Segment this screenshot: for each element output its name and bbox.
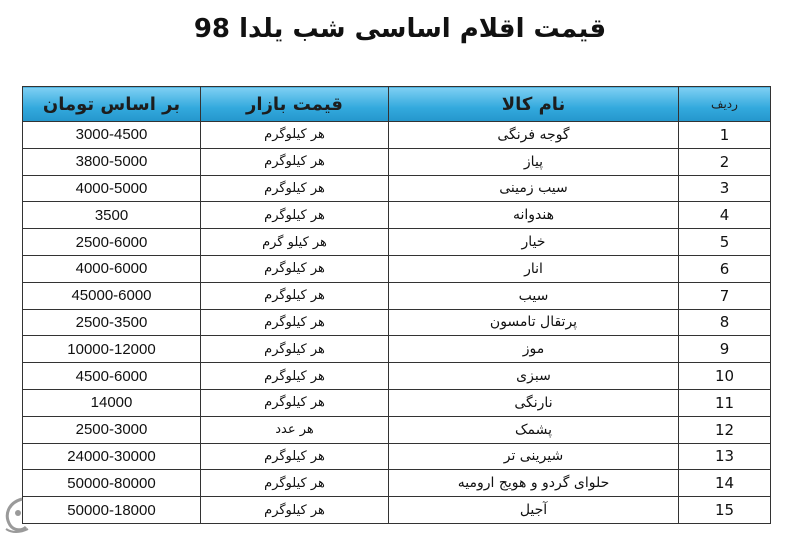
price-cell: 4000-6000: [23, 255, 201, 282]
price-cell: 2500-3500: [23, 309, 201, 336]
price-table: [22, 86, 771, 524]
item-name-cell: نارنگی: [389, 389, 679, 416]
row-number-cell: 12: [679, 416, 771, 443]
unit-cell: هر کیلوگرم: [201, 148, 389, 175]
item-name-cell: پیاز: [389, 148, 679, 175]
unit-cell: هر کیلوگرم: [201, 336, 389, 363]
row-number-cell: 13: [679, 443, 771, 470]
item-name-cell: سیب: [389, 282, 679, 309]
price-cell: 24000-30000: [23, 443, 201, 470]
unit-cell: هر کیلوگرم: [201, 175, 389, 202]
unit-cell: هر کیلوگرم: [201, 255, 389, 282]
unit-cell: هر کیلوگرم: [201, 497, 389, 524]
item-name-cell: پرتقال تامسون: [389, 309, 679, 336]
row-number-cell: 10: [679, 363, 771, 390]
header-row-number: ردیف: [679, 87, 771, 122]
price-cell: 3000-4500: [23, 122, 201, 149]
header-price-toman: بر اساس تومان: [23, 87, 201, 122]
item-name-cell: سیب زمینی: [389, 175, 679, 202]
row-number-cell: 15: [679, 497, 771, 524]
table-body: [23, 122, 771, 524]
watermark-logo-icon: [0, 495, 30, 535]
row-number-cell: 5: [679, 229, 771, 256]
table-row: [23, 497, 771, 524]
unit-cell: هر کیلوگرم: [201, 309, 389, 336]
row-number-cell: 7: [679, 282, 771, 309]
table-row: [23, 336, 771, 363]
unit-cell: هر کیلوگرم: [201, 282, 389, 309]
header-market-price: قیمت بازار: [201, 87, 389, 122]
row-number-cell: 8: [679, 309, 771, 336]
unit-cell: هر کیلوگرم: [201, 363, 389, 390]
item-name-cell: پشمک: [389, 416, 679, 443]
row-number-cell: 6: [679, 255, 771, 282]
price-cell: 50000-18000: [23, 497, 201, 524]
table-row: [23, 443, 771, 470]
table-row: [23, 148, 771, 175]
item-name-cell: حلوای گردو و هویج ارومیه: [389, 470, 679, 497]
row-number-cell: 3: [679, 175, 771, 202]
table-row: [23, 363, 771, 390]
item-name-cell: هندوانه: [389, 202, 679, 229]
table-row: [23, 282, 771, 309]
price-cell: 4000-5000: [23, 175, 201, 202]
item-name-cell: شیرینی تر: [389, 443, 679, 470]
table-row: [23, 309, 771, 336]
row-number-cell: 2: [679, 148, 771, 175]
table-row: [23, 229, 771, 256]
item-name-cell: آجیل: [389, 497, 679, 524]
price-cell: 4500-6000: [23, 363, 201, 390]
item-name-cell: خیار: [389, 229, 679, 256]
table-header-row: [23, 87, 771, 122]
table-row: [23, 389, 771, 416]
page-title: قیمت اقلام اساسی شب یلدا 98: [193, 14, 607, 44]
table-row: [23, 255, 771, 282]
item-name-cell: گوجه فرنگی: [389, 122, 679, 149]
price-cell: 10000-12000: [23, 336, 201, 363]
row-number-cell: 1: [679, 122, 771, 149]
price-cell: 2500-3000: [23, 416, 201, 443]
price-cell: 2500-6000: [23, 229, 201, 256]
price-cell: 14000: [23, 389, 201, 416]
price-cell: 50000-80000: [23, 470, 201, 497]
item-name-cell: موز: [389, 336, 679, 363]
table-row: [23, 202, 771, 229]
row-number-cell: 9: [679, 336, 771, 363]
price-cell: 45000-6000: [23, 282, 201, 309]
unit-cell: هر کیلوگرم: [201, 122, 389, 149]
table-row: [23, 175, 771, 202]
unit-cell: هر کیلوگرم: [201, 470, 389, 497]
row-number-cell: 14: [679, 470, 771, 497]
item-name-cell: انار: [389, 255, 679, 282]
price-cell: 3500: [23, 202, 201, 229]
unit-cell: هر کیلوگرم: [201, 389, 389, 416]
table-row: [23, 416, 771, 443]
table-row: [23, 470, 771, 497]
item-name-cell: سبزی: [389, 363, 679, 390]
header-item-name: نام کالا: [389, 87, 679, 122]
row-number-cell: 11: [679, 389, 771, 416]
unit-cell: هر کیلو گرم: [201, 229, 389, 256]
unit-cell: هر کیلوگرم: [201, 202, 389, 229]
table-row: [23, 122, 771, 149]
unit-cell: هر عدد: [201, 416, 389, 443]
price-cell: 3800-5000: [23, 148, 201, 175]
unit-cell: هر کیلوگرم: [201, 443, 389, 470]
row-number-cell: 4: [679, 202, 771, 229]
